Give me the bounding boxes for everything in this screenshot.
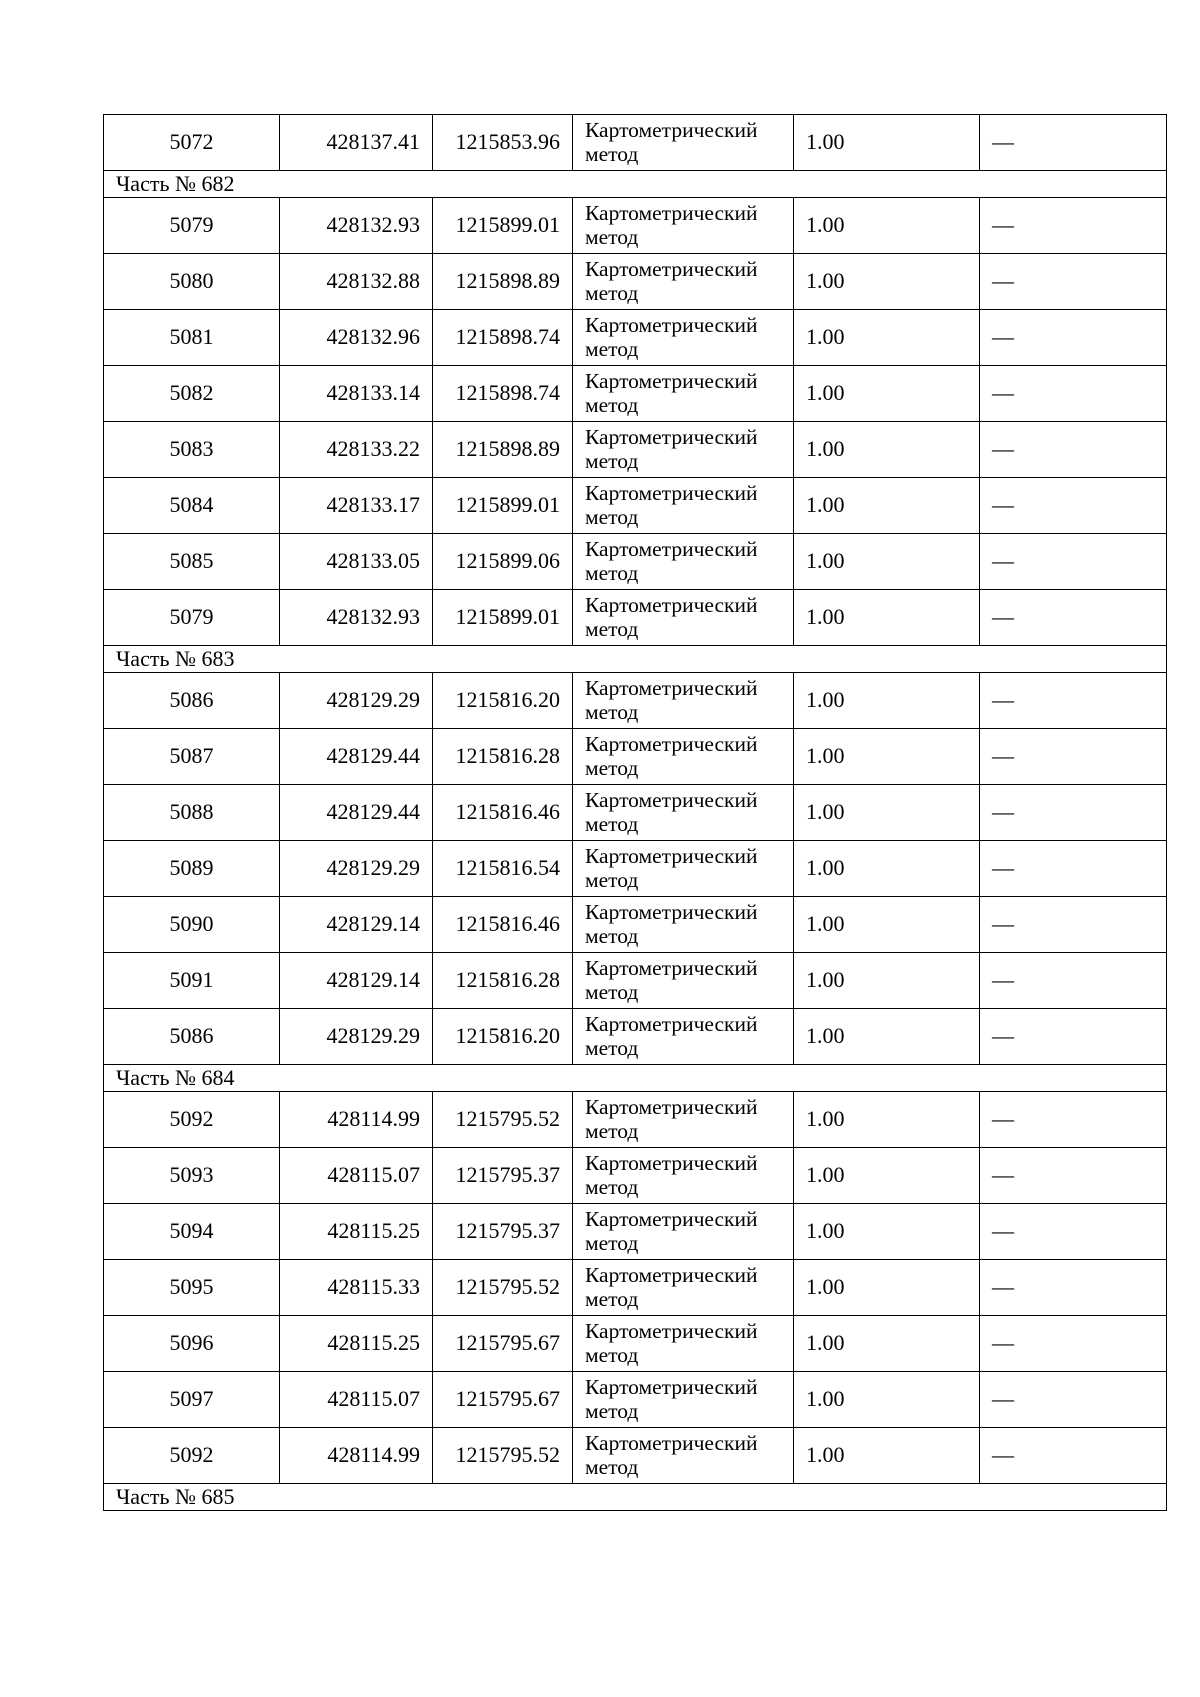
method-text-line: метод [585,811,639,836]
y-coordinate-cell: 1215899.01 [433,590,573,646]
point-number-cell: 5092 [104,1092,280,1148]
description-cell: — [980,897,1167,953]
point-number-cell: 5080 [104,254,280,310]
method-text-line: метод [585,1398,639,1423]
accuracy-cell: 1.00 [794,366,980,422]
accuracy-cell: 1.00 [794,478,980,534]
y-coordinate-cell: 1215795.52 [433,1260,573,1316]
table-row [104,115,1167,171]
table-row [104,953,1167,1009]
accuracy-cell: 1.00 [794,115,980,171]
method-text-line: Картометрический [585,843,758,868]
accuracy-cell: 1.00 [794,422,980,478]
point-number-cell: 5079 [104,198,280,254]
accuracy-cell: 1.00 [794,1260,980,1316]
x-coordinate-cell: 428129.14 [280,953,433,1009]
method-text-line: Картометрический [585,1094,758,1119]
method-cell [573,785,794,841]
method-cell [573,673,794,729]
y-coordinate-cell: 1215795.37 [433,1204,573,1260]
method-text-line: Картометрический [585,368,758,393]
x-coordinate-cell: 428114.99 [280,1428,433,1484]
method-cell [573,1148,794,1204]
x-coordinate-cell: 428133.17 [280,478,433,534]
point-number-cell: 5081 [104,310,280,366]
method-text-line: Картометрический [585,117,758,142]
method-cell [573,1204,794,1260]
method-text-line: метод [585,1454,639,1479]
method-text-line: Картометрический [585,536,758,561]
y-coordinate-cell: 1215899.01 [433,198,573,254]
x-coordinate-cell: 428132.96 [280,310,433,366]
description-cell: — [980,1316,1167,1372]
method-text-line: метод [585,1174,639,1199]
table-row [104,897,1167,953]
description-cell: — [980,422,1167,478]
y-coordinate-cell: 1215898.89 [433,422,573,478]
method-text-line: метод [585,280,639,305]
table-row [104,310,1167,366]
method-cell [573,534,794,590]
y-coordinate-cell: 1215795.67 [433,1372,573,1428]
method-text-line: Картометрический [585,731,758,756]
description-cell: — [980,673,1167,729]
x-coordinate-cell: 428114.99 [280,1092,433,1148]
coordinates-table [103,114,1167,1511]
description-cell: — [980,1428,1167,1484]
method-text-line: метод [585,1286,639,1311]
method-cell [573,478,794,534]
point-number-cell: 5090 [104,897,280,953]
x-coordinate-cell: 428133.14 [280,366,433,422]
accuracy-cell: 1.00 [794,1316,980,1372]
accuracy-cell: 1.00 [794,953,980,1009]
method-text-line: Картометрический [585,200,758,225]
accuracy-cell: 1.00 [794,1428,980,1484]
method-text-line: Картометрический [585,424,758,449]
point-number-cell: 5083 [104,422,280,478]
method-cell [573,115,794,171]
table-row [104,1372,1167,1428]
x-coordinate-cell: 428129.29 [280,841,433,897]
x-coordinate-cell: 428129.14 [280,897,433,953]
description-cell: — [980,785,1167,841]
table-row [104,673,1167,729]
point-number-cell: 5089 [104,841,280,897]
table-row [104,254,1167,310]
x-coordinate-cell: 428133.05 [280,534,433,590]
method-text-line: Картометрический [585,1206,758,1231]
accuracy-cell: 1.00 [794,534,980,590]
description-cell: — [980,115,1167,171]
method-cell [573,1260,794,1316]
method-text-line: метод [585,1035,639,1060]
point-number-cell: 5072 [104,115,280,171]
table-row [104,1092,1167,1148]
y-coordinate-cell: 1215816.54 [433,841,573,897]
point-number-cell: 5096 [104,1316,280,1372]
method-text-line: метод [585,448,639,473]
x-coordinate-cell: 428115.07 [280,1372,433,1428]
x-coordinate-cell: 428129.29 [280,673,433,729]
x-coordinate-cell: 428115.25 [280,1204,433,1260]
y-coordinate-cell: 1215898.89 [433,254,573,310]
method-text-line: Картометрический [585,1011,758,1036]
method-cell [573,953,794,1009]
table-row [104,1204,1167,1260]
method-text-line: метод [585,224,639,249]
table-row [104,1428,1167,1484]
coordinates-table-body [104,115,1167,1511]
method-cell [573,1092,794,1148]
description-cell: — [980,841,1167,897]
method-cell [573,422,794,478]
method-text-line: Картометрический [585,256,758,281]
method-cell [573,1372,794,1428]
point-number-cell: 5084 [104,478,280,534]
method-text-line: Картометрический [585,1430,758,1455]
y-coordinate-cell: 1215816.46 [433,785,573,841]
description-cell: — [980,254,1167,310]
accuracy-cell: 1.00 [794,310,980,366]
table-row [104,534,1167,590]
description-cell: — [980,534,1167,590]
method-text-line: Картометрический [585,787,758,812]
y-coordinate-cell: 1215898.74 [433,310,573,366]
point-number-cell: 5086 [104,1009,280,1065]
x-coordinate-cell: 428137.41 [280,115,433,171]
part-label: Часть № 684 [104,1065,1167,1092]
method-text-line: Картометрический [585,1262,758,1287]
y-coordinate-cell: 1215899.01 [433,478,573,534]
method-text-line: Картометрический [585,1318,758,1343]
accuracy-cell: 1.00 [794,254,980,310]
description-cell: — [980,1092,1167,1148]
method-text-line: метод [585,979,639,1004]
y-coordinate-cell: 1215795.52 [433,1428,573,1484]
description-cell: — [980,366,1167,422]
table-row [104,590,1167,646]
point-number-cell: 5092 [104,1428,280,1484]
method-text-line: метод [585,392,639,417]
method-text-line: метод [585,560,639,585]
part-header-row [104,1484,1167,1511]
description-cell: — [980,590,1167,646]
method-text-line: метод [585,1342,639,1367]
part-label: Часть № 685 [104,1484,1167,1511]
description-cell: — [980,1009,1167,1065]
part-header-row [104,646,1167,673]
y-coordinate-cell: 1215795.37 [433,1148,573,1204]
table-row [104,366,1167,422]
accuracy-cell: 1.00 [794,1092,980,1148]
method-text-line: Картометрический [585,480,758,505]
method-text-line: метод [585,867,639,892]
accuracy-cell: 1.00 [794,785,980,841]
method-text-line: метод [585,923,639,948]
method-cell [573,366,794,422]
y-coordinate-cell: 1215816.46 [433,897,573,953]
x-coordinate-cell: 428132.93 [280,590,433,646]
method-cell [573,254,794,310]
method-cell [573,310,794,366]
description-cell: — [980,1372,1167,1428]
y-coordinate-cell: 1215816.28 [433,729,573,785]
table-row [104,1316,1167,1372]
method-cell [573,198,794,254]
method-text-line: метод [585,504,639,529]
method-text-line: Картометрический [585,592,758,617]
x-coordinate-cell: 428132.93 [280,198,433,254]
part-label: Часть № 683 [104,646,1167,673]
accuracy-cell: 1.00 [794,729,980,785]
accuracy-cell: 1.00 [794,841,980,897]
x-coordinate-cell: 428133.22 [280,422,433,478]
accuracy-cell: 1.00 [794,1148,980,1204]
method-cell [573,1428,794,1484]
y-coordinate-cell: 1215816.20 [433,1009,573,1065]
point-number-cell: 5087 [104,729,280,785]
description-cell: — [980,310,1167,366]
y-coordinate-cell: 1215898.74 [433,366,573,422]
point-number-cell: 5086 [104,673,280,729]
y-coordinate-cell: 1215853.96 [433,115,573,171]
accuracy-cell: 1.00 [794,1372,980,1428]
method-text-line: Картометрический [585,955,758,980]
accuracy-cell: 1.00 [794,1204,980,1260]
method-cell [573,841,794,897]
accuracy-cell: 1.00 [794,673,980,729]
y-coordinate-cell: 1215816.20 [433,673,573,729]
point-number-cell: 5079 [104,590,280,646]
method-text-line: Картометрический [585,675,758,700]
accuracy-cell: 1.00 [794,897,980,953]
table-row [104,1009,1167,1065]
accuracy-cell: 1.00 [794,198,980,254]
point-number-cell: 5091 [104,953,280,1009]
point-number-cell: 5097 [104,1372,280,1428]
description-cell: — [980,198,1167,254]
point-number-cell: 5095 [104,1260,280,1316]
description-cell: — [980,1148,1167,1204]
description-cell: — [980,1260,1167,1316]
method-cell [573,1316,794,1372]
method-cell [573,1009,794,1065]
accuracy-cell: 1.00 [794,1009,980,1065]
method-text-line: Картометрический [585,1150,758,1175]
table-row [104,198,1167,254]
method-text-line: метод [585,1118,639,1143]
description-cell: — [980,1204,1167,1260]
point-number-cell: 5094 [104,1204,280,1260]
method-text-line: Картометрический [585,1374,758,1399]
part-label: Часть № 682 [104,171,1167,198]
part-header-row [104,171,1167,198]
table-row [104,729,1167,785]
y-coordinate-cell: 1215795.67 [433,1316,573,1372]
x-coordinate-cell: 428132.88 [280,254,433,310]
method-text-line: метод [585,141,639,166]
part-header-row [104,1065,1167,1092]
method-text-line: метод [585,336,639,361]
x-coordinate-cell: 428115.07 [280,1148,433,1204]
x-coordinate-cell: 428115.25 [280,1316,433,1372]
table-row [104,1148,1167,1204]
accuracy-cell: 1.00 [794,590,980,646]
method-text-line: метод [585,616,639,641]
description-cell: — [980,729,1167,785]
table-row [104,841,1167,897]
method-cell [573,729,794,785]
x-coordinate-cell: 428129.44 [280,785,433,841]
point-number-cell: 5088 [104,785,280,841]
description-cell: — [980,478,1167,534]
method-text-line: Картометрический [585,899,758,924]
table-row [104,422,1167,478]
y-coordinate-cell: 1215816.28 [433,953,573,1009]
x-coordinate-cell: 428129.29 [280,1009,433,1065]
method-cell [573,897,794,953]
x-coordinate-cell: 428115.33 [280,1260,433,1316]
table-row [104,478,1167,534]
y-coordinate-cell: 1215899.06 [433,534,573,590]
method-cell [573,590,794,646]
x-coordinate-cell: 428129.44 [280,729,433,785]
method-text-line: метод [585,755,639,780]
y-coordinate-cell: 1215795.52 [433,1092,573,1148]
table-row [104,1260,1167,1316]
method-text-line: метод [585,699,639,724]
table-row [104,785,1167,841]
point-number-cell: 5085 [104,534,280,590]
method-text-line: метод [585,1230,639,1255]
description-cell: — [980,953,1167,1009]
point-number-cell: 5093 [104,1148,280,1204]
point-number-cell: 5082 [104,366,280,422]
method-text-line: Картометрический [585,312,758,337]
